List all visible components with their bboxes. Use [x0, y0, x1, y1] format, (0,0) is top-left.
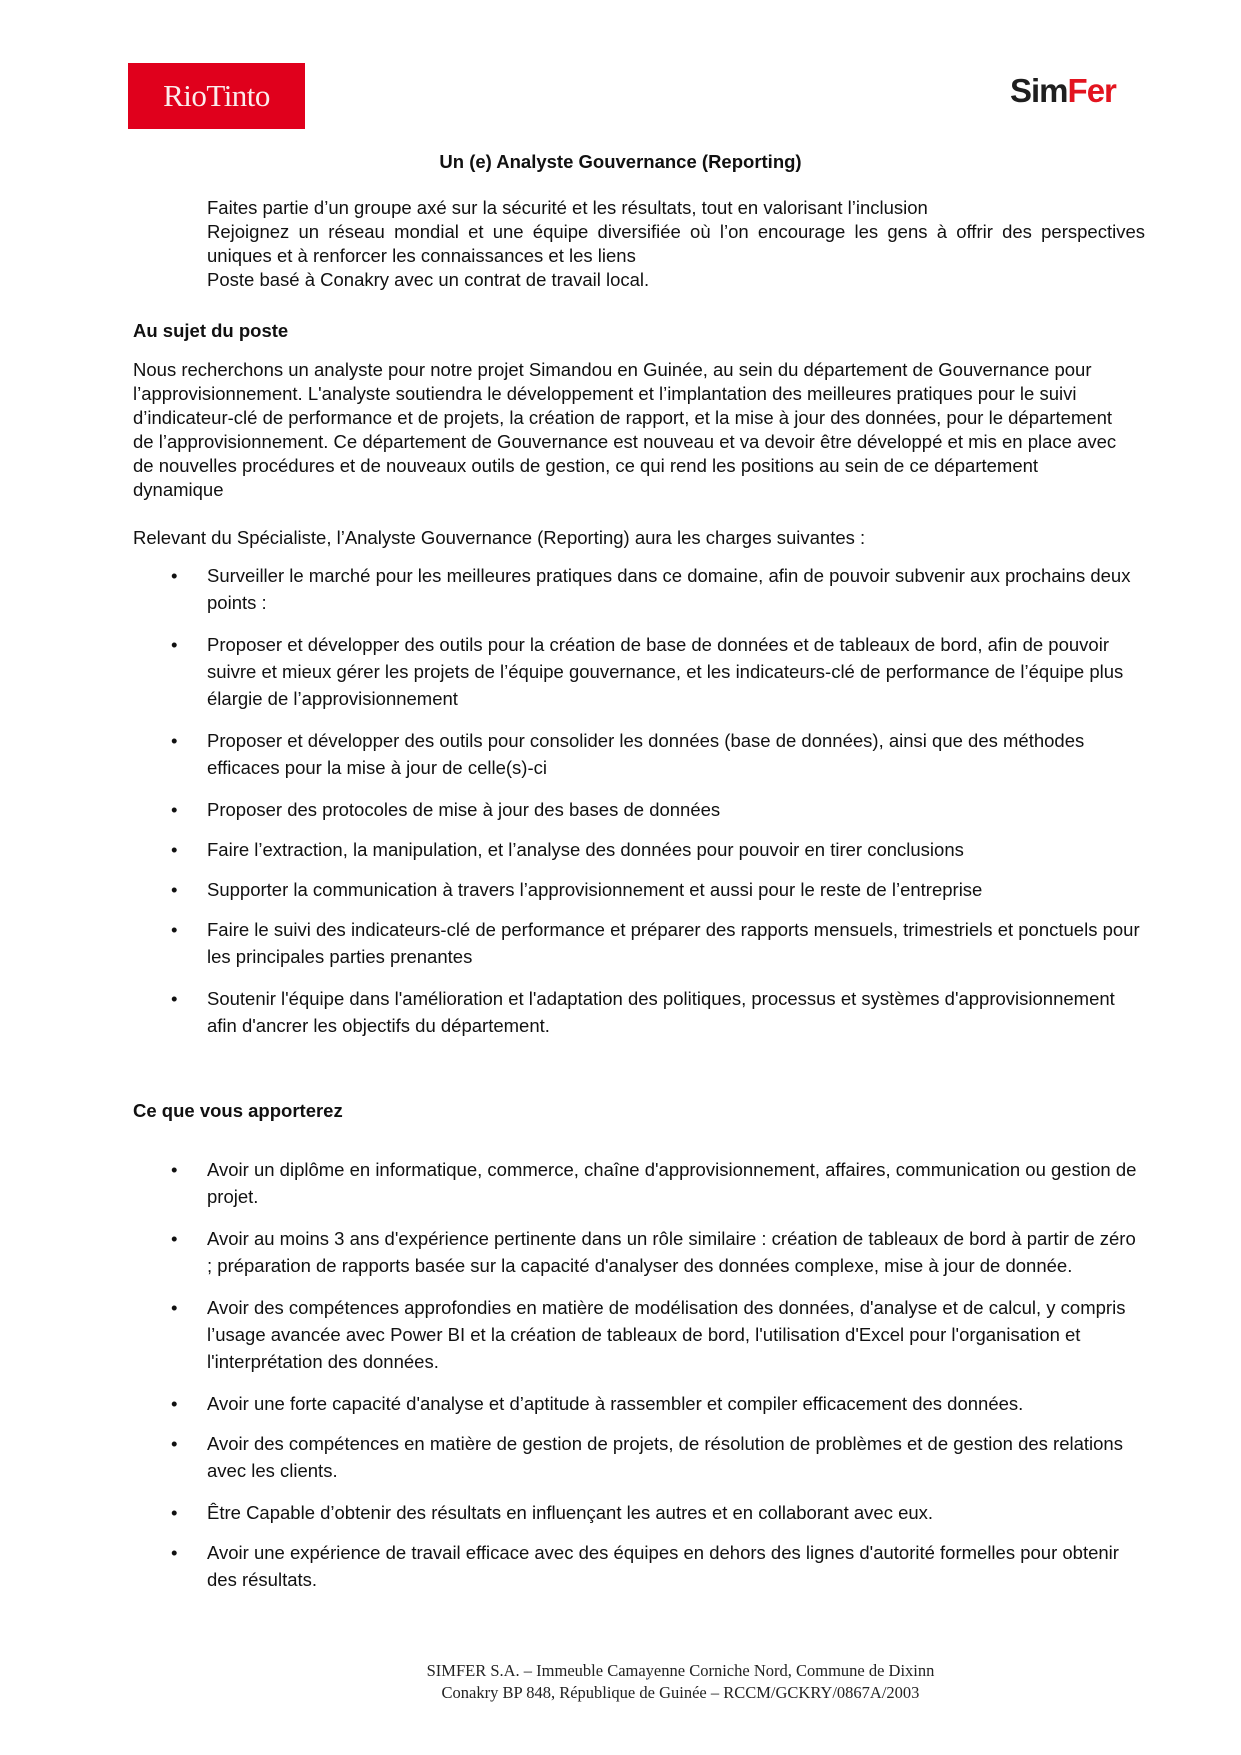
riotinto-logo-text: RioTinto: [163, 78, 270, 113]
bullet-icon: •: [171, 565, 178, 586]
simfer-logo-fer: Fer: [1067, 72, 1116, 109]
page-footer: [60, 1660, 1241, 1704]
list-item: • Soutenir l'équipe dans l'amélioration et l'adaptation des politiques, processus et systèmes d'approvisionnement afin d'ancrer les objectifs du département.: [133, 985, 1145, 1039]
bullet-icon: •: [171, 988, 178, 1009]
simfer-logo-sim: Sim: [1010, 72, 1068, 109]
bullet-icon: •: [171, 1393, 178, 1414]
list-item: • Supporter la communication à travers l’approvisionnement et aussi pour le reste de l’entreprise: [133, 876, 1145, 903]
bullet-icon: •: [171, 879, 178, 900]
list-item: • Être Capable d’obtenir des résultats en influençant les autres et en collaborant avec eux.: [133, 1499, 1145, 1526]
list-item: • Proposer et développer des outils pour consolider les données (base de données), ainsi que des méthodes efficaces pour la mise à jour de celle(s)-ci: [133, 727, 1145, 781]
bullet-icon: •: [171, 730, 178, 751]
responsibilities-lead: [133, 526, 1133, 550]
list-item: • Avoir une forte capacité d'analyse et d’aptitude à rassembler et compiler efficacement des données.: [133, 1390, 1145, 1417]
list-item: • Avoir une expérience de travail efficace avec des équipes en dehors des lignes d'autorité formelles pour obtenir des résultats.: [133, 1539, 1145, 1593]
about-paragraph: [133, 358, 1133, 502]
footer-registration-line: Conakry BP 848, République de Guinée – RCCM/GCKRY/0867A/2003: [441, 1683, 920, 1702]
riotinto-logo: [128, 63, 305, 129]
lead-text: Relevant du Spécialiste, l’Analyste Gouvernance (Reporting) aura les charges suivantes :: [133, 527, 866, 548]
list-item: • Avoir des compétences approfondies en matière de modélisation des données, d'analyse et de calcul, y compris l’usage avancée avec Power BI et la création de tableaux de bord, l'utilisation d'Excel pour l'organisation et l'interprétation des données.: [133, 1294, 1145, 1375]
list-item: • Avoir des compétences en matière de gestion de projets, de résolution de problèmes et de gestion des relations avec les clients.: [133, 1430, 1145, 1484]
simfer-logo: [1010, 72, 1116, 110]
bullet-icon: •: [171, 1433, 178, 1454]
intro-line: Faites partie d’un groupe axé sur la sécurité et les résultats, tout en valorisant l’inclusion: [207, 197, 928, 218]
bullet-icon: •: [171, 634, 178, 655]
bullet-icon: •: [171, 839, 178, 860]
responsibilities-list: [133, 562, 1145, 1039]
bullet-icon: •: [171, 1159, 178, 1180]
section-heading-about: Au sujet du poste: [133, 320, 289, 341]
intro-line: Rejoignez un réseau mondial et une équipe diversifiée où l’on encourage les gens à offrir des perspectives uniques et à renforcer les connaissances et les liens: [207, 221, 1145, 266]
list-item: • Avoir un diplôme en informatique, commerce, chaîne d'approvisionnement, affaires, communication ou gestion de projet.: [133, 1156, 1145, 1210]
list-item: • Surveiller le marché pour les meilleures pratiques dans ce domaine, afin de pouvoir subvenir aux prochains deux points :: [133, 562, 1145, 616]
bullet-icon: •: [171, 1297, 178, 1318]
footer-address-line: SIMFER S.A. – Immeuble Camayenne Corniche Nord, Commune de Dixinn: [426, 1661, 935, 1680]
bullet-icon: •: [171, 1502, 178, 1523]
list-item: • Proposer des protocoles de mise à jour des bases de données: [133, 796, 1145, 823]
intro-block: [207, 196, 1145, 292]
bullet-icon: •: [171, 1228, 178, 1249]
section-heading-requirements: Ce que vous apporterez: [133, 1100, 343, 1121]
list-item: • Faire l’extraction, la manipulation, et l’analyse des données pour pouvoir en tirer conclusions: [133, 836, 1145, 863]
about-text: Nous recherchons un analyste pour notre projet Simandou en Guinée, au sein du département de Gouvernance pour l’approvisionnement. L'analyste soutiendra le développement et l’implantation des meilleures pratiques pour le suivi d’indicateur-clé de performance et de projets, la création de rapport, et la mise à jour des données, pour le département de l’approvisionnement. Ce département de Gouvernance est nouveau et va devoir être développé et mis en place avec de nouvelles procédures et de nouveaux outils de gestion, ce qui rend les positions au sein de ce département dynamique: [133, 359, 1117, 500]
list-item: • Avoir au moins 3 ans d'expérience pertinente dans un rôle similaire : création de tableaux de bord à partir de zéro ; préparation de rapports basée sur la capacité d'analyser des données complexe, mise à jour de donnée.: [133, 1225, 1145, 1279]
bullet-icon: •: [171, 1542, 178, 1563]
document-title: Un (e) Analyste Gouvernance (Reporting): [439, 151, 802, 172]
list-item: • Faire le suivi des indicateurs-clé de performance et préparer des rapports mensuels, trimestriels et ponctuels pour les principales parties prenantes: [133, 916, 1145, 970]
requirements-list: [133, 1156, 1145, 1593]
intro-line: Poste basé à Conakry avec un contrat de travail local.: [207, 269, 650, 290]
bullet-icon: •: [171, 919, 178, 940]
bullet-icon: •: [171, 799, 178, 820]
list-item: • Proposer et développer des outils pour la création de base de données et de tableaux de bord, afin de pouvoir suivre et mieux gérer les projets de l’équipe gouvernance, et les indicateurs-clé de performance de l’équipe plus élargie de l’approvisionnement: [133, 631, 1145, 712]
